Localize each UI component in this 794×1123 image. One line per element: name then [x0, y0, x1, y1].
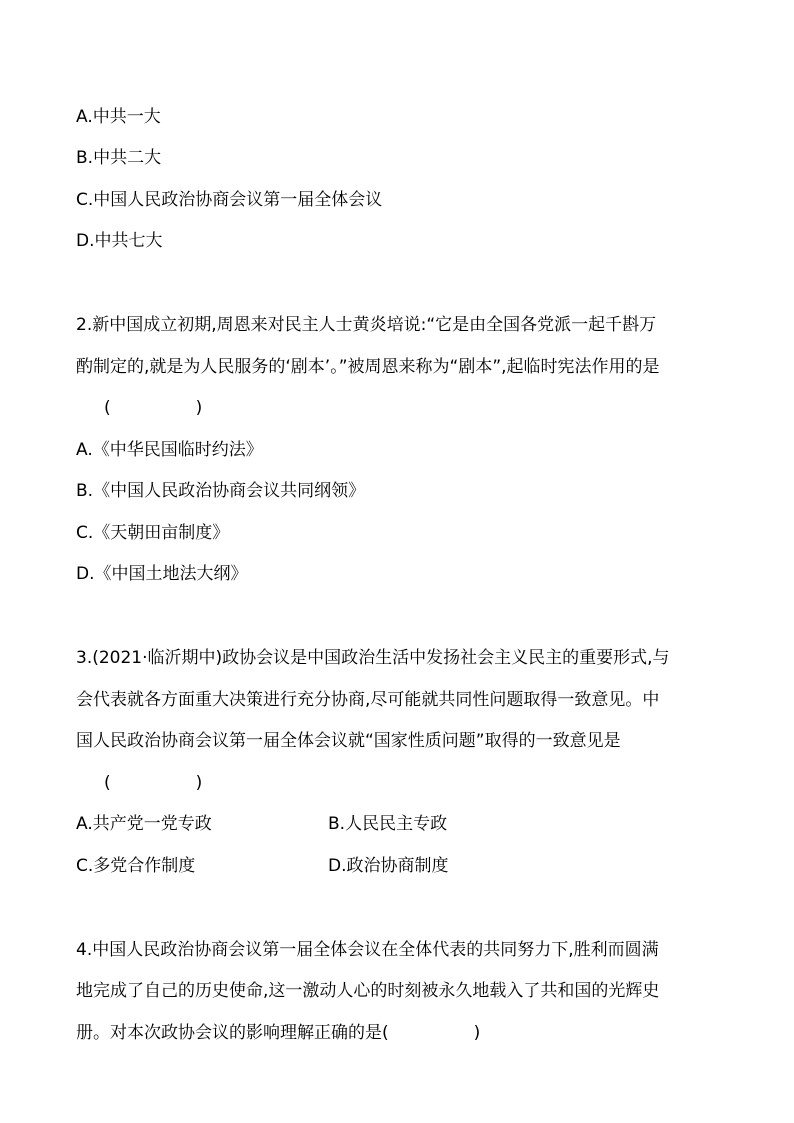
q1-option-a: A.中共一大	[76, 107, 161, 127]
q2-answer-blank: ( )	[104, 398, 203, 418]
q2-stem-line-2: 酌制定的,就是为人民服务的‘剧本’。”被周恩来称为“剧本”,起临时宪法作用的是	[76, 357, 660, 377]
q3-stem-line-3: 国人民政治协商会议第一届全体会议就“国家性质问题”取得的一致意见是	[76, 731, 621, 751]
q4-stem-line-2: 地完成了自己的历史使命,这一激动人心的时刻被永久地载入了共和国的光辉史	[76, 981, 660, 1001]
q2-option-c: C.《天朝田亩制度》	[76, 523, 230, 543]
q3-option-b: B.人民民主专政	[328, 814, 448, 834]
q4-stem-line-1: 4.中国人民政治协商会议第一届全体会议在全体代表的共同努力下,胜利而圆满	[76, 940, 659, 960]
q2-option-a: A.《中华民国临时约法》	[76, 440, 263, 460]
q1-option-c: C.中国人民政治协商会议第一届全体会议	[76, 190, 383, 210]
q3-stem-line-2: 会代表就各方面重大决策进行充分协商,尽可能就共同性问题取得一致意见。中	[76, 690, 660, 710]
q3-answer-blank: ( )	[104, 773, 203, 793]
q3-option-c: C.多党合作制度	[76, 856, 196, 876]
q3-option-a: A.共产党一党专政	[76, 814, 212, 834]
q3-option-d: D.政治协商制度	[328, 856, 449, 876]
q2-option-b: B.《中国人民政治协商会议共同纲领》	[76, 481, 366, 501]
q4-stem-line-3: 册。对本次政协会议的影响理解正确的是( )	[76, 1023, 481, 1043]
q1-option-b: B.中共二大	[76, 148, 162, 168]
q2-option-d: D.《中国土地法大纲》	[76, 564, 248, 584]
q2-stem-line-1: 2.新中国成立初期,周恩来对民主人士黄炎培说:“它是由全国各党派一起千斟万	[76, 315, 657, 335]
q1-option-d: D.中共七大	[76, 231, 163, 251]
q3-stem-line-1: 3.(2021·临沂期中)政协会议是中国政治生活中发扬社会主义民主的重要形式,与	[76, 648, 670, 668]
